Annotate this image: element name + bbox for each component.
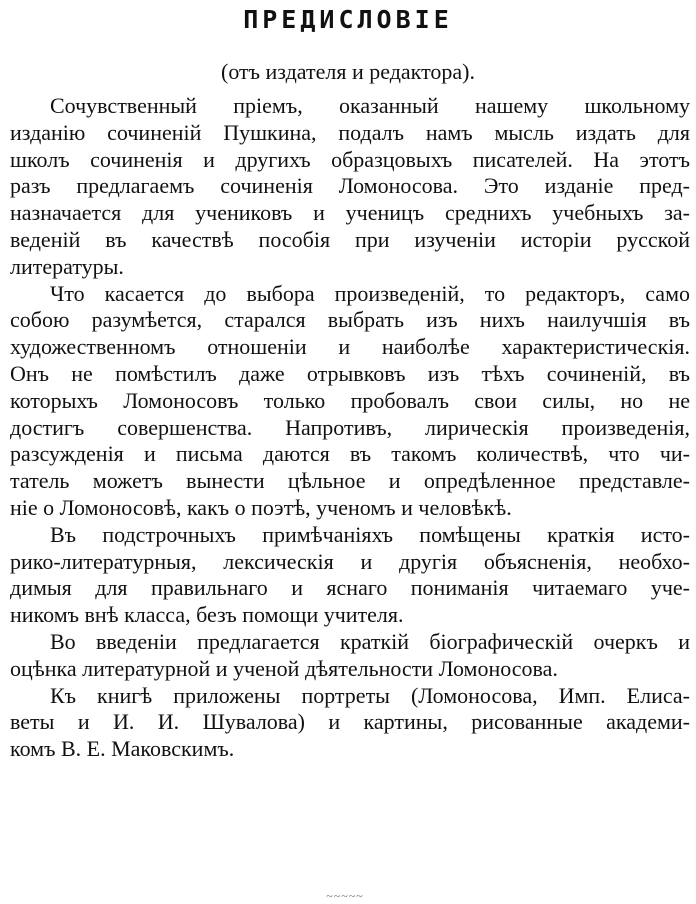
text-line: достигъ совершенства. Напротивъ, лирическія произведенія,: [10, 414, 690, 440]
text-line: татель можетъ вынести цѣльное и опредѣленное представле-: [10, 468, 690, 494]
text-line: художественномъ отношеніи и наиболѣе характеристическія.: [10, 334, 690, 360]
text-line: назначается для учениковъ и ученицъ среднихъ учебныхъ за-: [10, 200, 690, 226]
text-line: школъ сочиненія и другихъ образцовыхъ писателей. На этотъ: [10, 146, 690, 172]
text-line: Къ книгѣ приложены портреты (Ломоносова, Имп. Елиса-: [50, 682, 690, 708]
page-title: ПРЕДИСЛОВІЕ: [243, 5, 453, 34]
text-line: димыя для правильнаго и яснаго пониманія читаемаго уче-: [10, 575, 690, 601]
text-line: собою разумѣется, старался выбрать изъ нихъ наилучшія въ: [10, 307, 690, 333]
text-line: веденій въ качествѣ пособія при изученіи исторіи русской: [10, 226, 690, 252]
text-line: изданію сочиненій Пушкина, подалъ намъ мысль издать для: [10, 119, 690, 145]
text-line: Что касается до выбора произведеній, то редакторъ, само: [50, 280, 690, 306]
paragraph: [10, 629, 690, 683]
paragraph: [10, 683, 690, 763]
text-line: оцѣнка литературной и ученой дѣятельности Ломоносова.: [10, 655, 558, 681]
text-line: которыхъ Ломоносовъ только пробовалъ свои силы, но не: [10, 387, 690, 413]
paragraph: [10, 522, 690, 629]
body-text: [10, 93, 690, 763]
text-line: комъ В. Е. Маковскимъ.: [10, 736, 235, 762]
text-line: никомъ внѣ класса, безъ помощи учителя.: [10, 602, 404, 628]
paragraph: [10, 93, 690, 281]
text-line: Сочувственный пріемъ, оказанный нашему школьному: [50, 93, 690, 118]
text-line: литературы.: [10, 253, 124, 279]
text-line: рико-литературныя, лексическія и другія объясненія, необхо-: [10, 548, 690, 574]
text-line: разсужденія и письма даются въ такомъ количествѣ, что чи-: [10, 441, 690, 467]
text-line: разъ предлагаемъ сочиненія Ломоносова. Это изданіе пред-: [10, 173, 690, 199]
text-line: Во введеніи предлагается краткій біографическій очеркъ и: [50, 628, 690, 654]
text-line: веты и И. И. Шувалова) и картины, рисованные академи-: [10, 709, 690, 735]
page-subtitle: (отъ издателя и редактора).: [221, 59, 475, 84]
text-line: Онъ не помѣстилъ даже отрывковъ изъ тѣхъ сочиненій, въ: [10, 360, 690, 386]
text-line: ніе о Ломоносовѣ, какъ о поэтѣ, ученомъ и человѣкѣ.: [10, 494, 512, 520]
paragraph: [10, 281, 690, 522]
decorative-footer-mark: ~~~~~: [326, 889, 364, 903]
text-line: Въ подстрочныхъ примѣчаніяхъ помѣщены краткія исто-: [50, 521, 690, 547]
